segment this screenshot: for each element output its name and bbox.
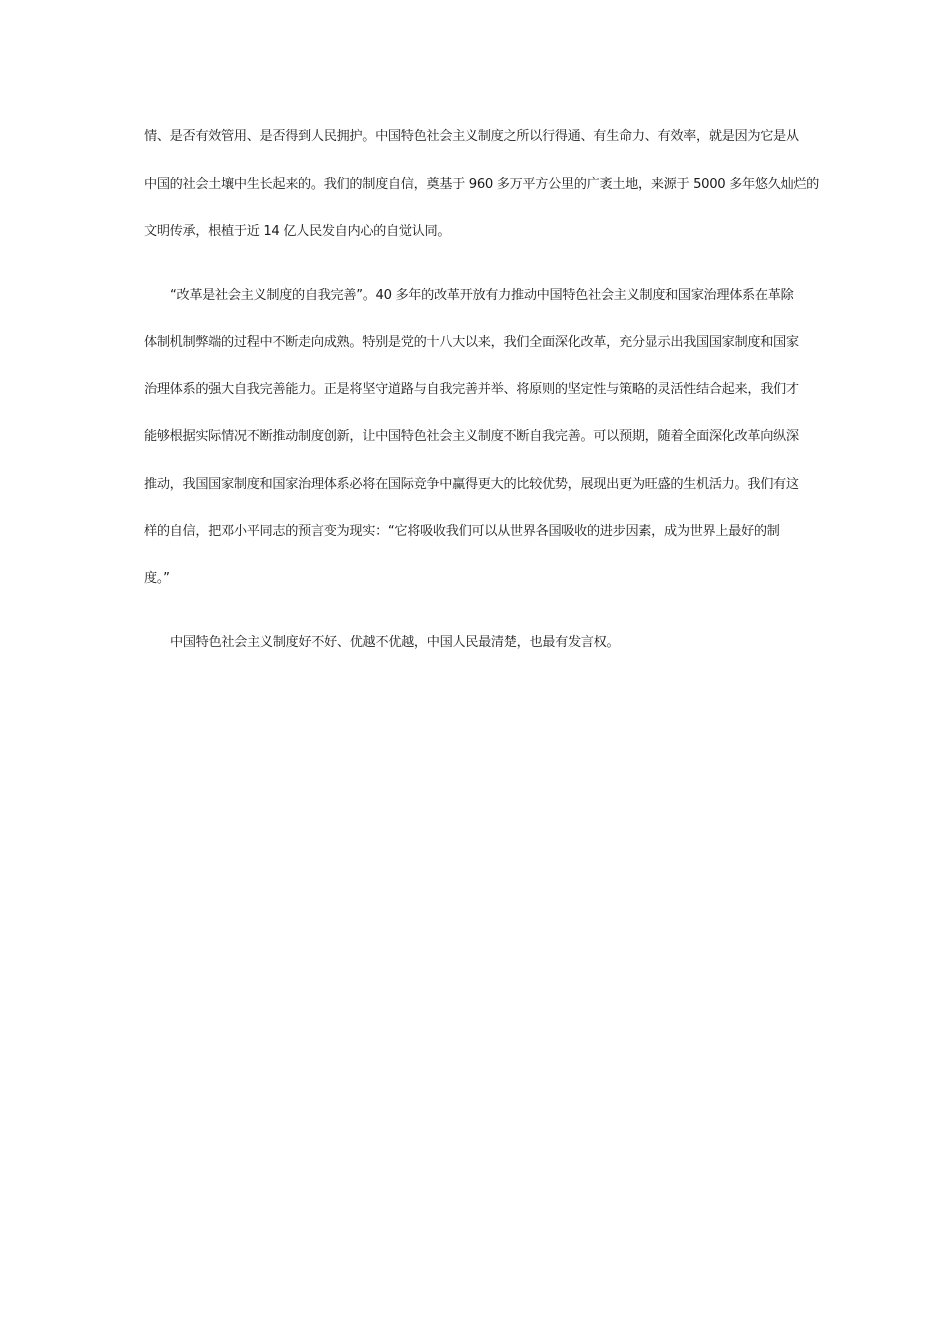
paragraph-2-line-6: 样的自信，把邓小平同志的预言变为现实：“它将吸收我们可以从世界各国吸收的进步因素，成为世界上最好的制	[144, 524, 780, 539]
paragraph-2-line-2: 体制机制弊端的过程中不断走向成熟。特别是党的十八大以来，我们全面深化改革，充分显示出我国国家制度和国家	[144, 335, 799, 350]
paragraph-2-line-4: 能够根据实际情况不断推动制度创新，让中国特色社会主义制度不断自我完善。可以预期，随着全面深化改革向纵深	[144, 429, 799, 444]
paragraph-1-line-1: 情、是否有效管用、是否得到人民拥护。中国特色社会主义制度之所以行得通、有生命力、有效率，就是因为它是从	[144, 129, 799, 144]
paragraph-2-line-5: 推动，我国国家制度和国家治理体系必将在国际竞争中赢得更大的比较优势，展现出更为旺盛的生机活力。我们有这	[144, 477, 799, 492]
paragraph-2-line-1: “改革是社会主义制度的自我完善”。40 多年的改革开放有力推动中国特色社会主义制度和国家治理体系在革除	[170, 288, 794, 303]
paragraph-2-line-3: 治理体系的强大自我完善能力。正是将坚守道路与自我完善并举、将原则的坚定性与策略的灵活性结合起来，我们才	[144, 382, 799, 397]
paragraph-2-line-7: 度。”	[144, 571, 170, 586]
paragraph-1-line-3: 文明传承，根植于近 14 亿人民发自内心的自觉认同。	[144, 224, 451, 239]
paragraph-3-line-1: 中国特色社会主义制度好不好、优越不优越，中国人民最清楚，也最有发言权。	[170, 635, 620, 650]
paragraph-1-line-2: 中国的社会土壤中生长起来的。我们的制度自信，奠基于 960 多万平方公里的广袤土地，来源于 5000 多年悠久灿烂的	[144, 177, 820, 192]
